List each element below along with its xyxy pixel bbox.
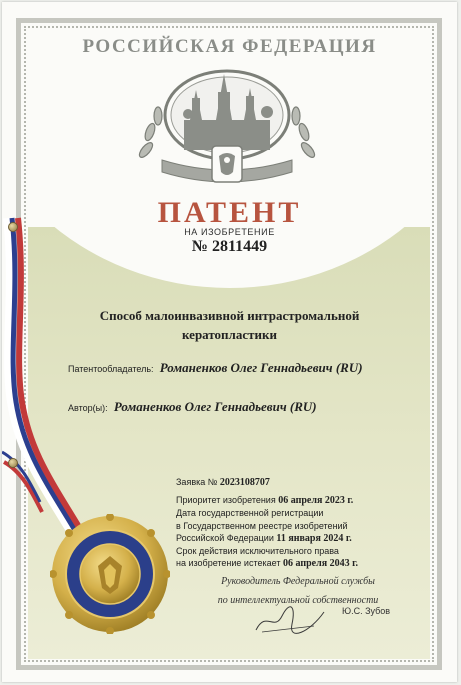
priority-line <box>176 494 358 507</box>
application-label: Заявка № <box>176 477 218 487</box>
expiry-line-2 <box>176 557 358 570</box>
expiry-line-2-label: на изобретение истекает <box>176 558 281 569</box>
official-seal-icon <box>50 514 170 639</box>
invention-title-line-2: кератопластики <box>182 327 277 342</box>
signer-name: Ю.С. Зубов <box>342 606 391 616</box>
registration-line-1: Дата государственной регистрации <box>176 508 324 519</box>
patent-certificate <box>2 2 457 682</box>
rivet-icon <box>8 222 18 232</box>
patent-number: № 2811449 <box>191 238 268 255</box>
invention-title-line-1: Способ малоинвазивной интрастромальной <box>99 308 360 323</box>
priority-label: Приоритет изобретения <box>176 495 276 506</box>
country-title: РОССИЙСКАЯ ФЕДЕРАЦИЯ <box>82 36 377 57</box>
patent-holder-value: Романенков Олег Геннадьевич (RU) <box>159 360 363 375</box>
registration-line-3-label: Российской Федерации <box>176 532 274 543</box>
application-line <box>176 476 358 489</box>
official-title-line-1: Руководитель Федеральной службы <box>221 576 375 587</box>
official-title-line-2: по интеллектуальной собственности <box>217 595 379 606</box>
registration-line-3 <box>176 532 358 545</box>
document-subtitle: НА ИЗОБРЕТЕНИЕ <box>184 227 275 237</box>
registration-date: 11 января 2024 г. <box>276 532 352 544</box>
rivet-icon <box>8 458 18 468</box>
document-type-title: ПАТЕНТ <box>157 196 302 229</box>
signature-icon <box>252 602 332 643</box>
patent-holder-label: Патентообладатель: <box>68 364 154 374</box>
author-label: Автор(ы): <box>68 403 108 413</box>
kremlin-emblem-icon <box>132 60 322 200</box>
application-number: 2023108707 <box>219 477 270 488</box>
priority-date: 06 апреля 2023 г. <box>278 495 354 507</box>
tricolor-ribbon-icon <box>2 212 122 557</box>
author-value: Романенков Олег Геннадьевич (RU) <box>113 399 317 414</box>
registration-details <box>176 476 358 570</box>
expiry-line-1: Срок действия исключительного права <box>176 546 339 557</box>
registration-line-2: в Государственном реестре изобретений <box>176 520 348 531</box>
expiry-date: 06 апреля 2043 г. <box>282 558 359 570</box>
